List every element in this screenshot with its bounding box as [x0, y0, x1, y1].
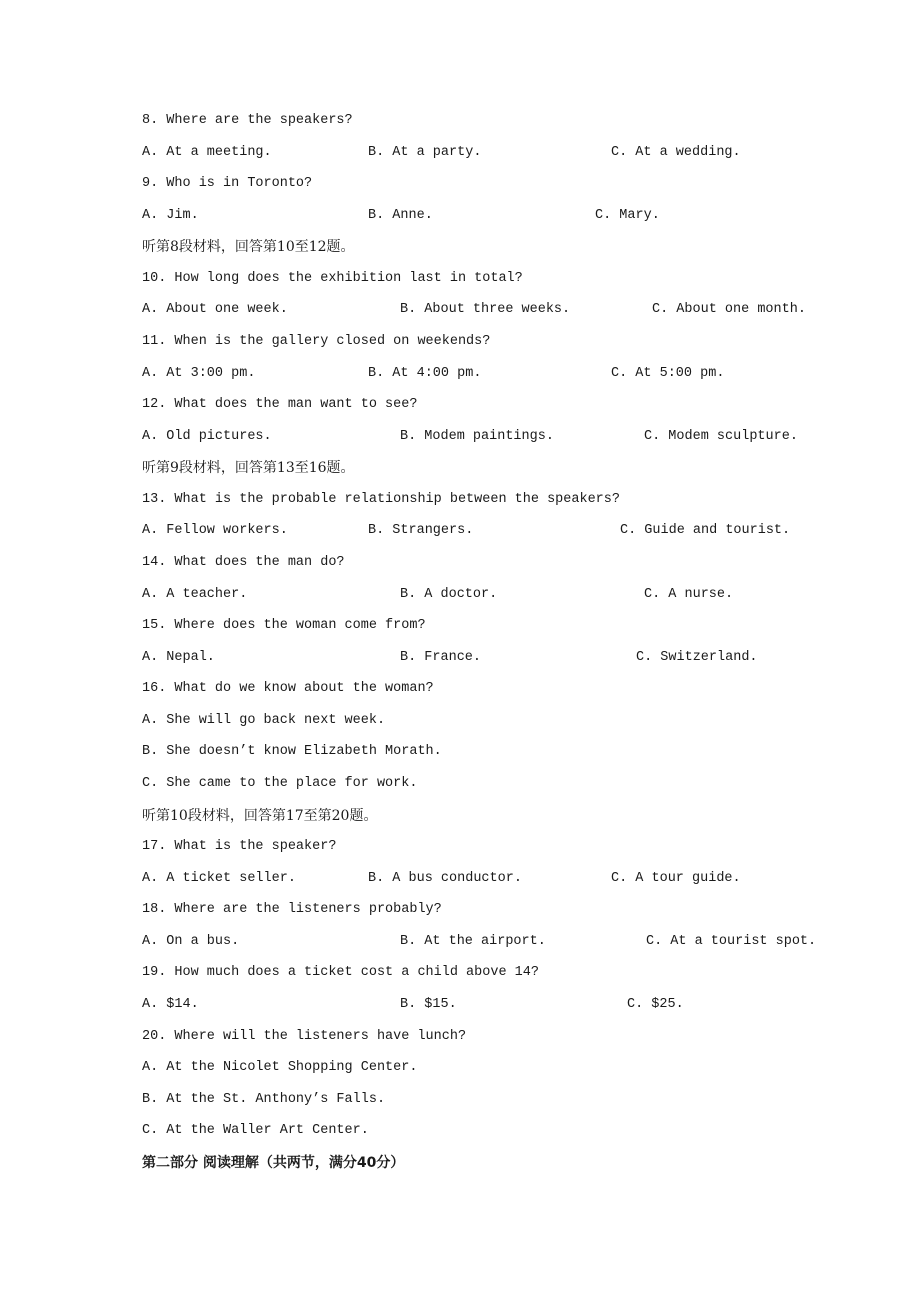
question-text: A. At the Nicolet Shopping Center.	[142, 1060, 418, 1076]
answer-option: C. Switzerland.	[636, 649, 758, 665]
question-text: 14. What does the man do?	[142, 554, 345, 570]
answer-option: C. Mary.	[595, 207, 660, 223]
answer-option: A. Nepal.	[142, 649, 215, 665]
question-text: C. She came to the place for work.	[142, 775, 418, 791]
answer-option: B. At a party.	[368, 144, 482, 160]
question-text: B. She doesn’t know Elizabeth Morath.	[142, 744, 442, 760]
question-text: 13. What is the probable relationship between the speakers?	[142, 491, 620, 507]
question-text: 19. How much does a ticket cost a child above 14?	[142, 965, 539, 981]
part-heading: 第二部分 阅读理解（共两节，满分40分）	[142, 1154, 405, 1171]
answer-option: B. Modem paintings.	[400, 428, 554, 444]
question-text: 11. When is the gallery closed on weekends?	[142, 333, 491, 349]
question-text: B. At the St. Anthony’s Falls.	[142, 1091, 386, 1107]
question-text: 20. Where will the listeners have lunch?	[142, 1028, 467, 1044]
question-text: 17. What is the speaker?	[142, 839, 337, 855]
section-instruction: 听第8段材料，回答第10至12题。	[142, 239, 355, 256]
answer-option: A. About one week.	[142, 302, 288, 318]
answer-option: B. A bus conductor.	[368, 870, 522, 886]
question-text: 9. Who is in Toronto?	[142, 176, 313, 192]
question-text: 12. What does the man want to see?	[142, 397, 418, 413]
answer-option: C. At 5:00 pm.	[611, 365, 725, 381]
question-text: A. She will go back next week.	[142, 712, 386, 728]
answer-option: A. Fellow workers.	[142, 523, 288, 539]
answer-option: B. At the airport.	[400, 933, 546, 949]
answer-option: B. At 4:00 pm.	[368, 365, 482, 381]
answer-option: A. A ticket seller.	[142, 870, 296, 886]
answer-option: C. At a tourist spot.	[646, 933, 817, 949]
answer-option: B. France.	[400, 649, 482, 665]
answer-option: A. Jim.	[142, 207, 199, 223]
answer-option: A. A teacher.	[142, 586, 248, 602]
answer-option: C. $25.	[627, 996, 684, 1012]
section-instruction: 听第9段材料，回答第13至16题。	[142, 460, 355, 477]
question-text: 18. Where are the listeners probably?	[142, 902, 442, 918]
question-text: 10. How long does the exhibition last in total?	[142, 270, 523, 286]
answer-option: A. At a meeting.	[142, 144, 272, 160]
answer-option: C. Modem sculpture.	[644, 428, 798, 444]
answer-option: B. Anne.	[368, 207, 433, 223]
question-text: 16. What do we know about the woman?	[142, 681, 434, 697]
answer-option: A. On a bus.	[142, 933, 240, 949]
answer-option: B. $15.	[400, 996, 457, 1012]
answer-option: B. About three weeks.	[400, 302, 571, 318]
answer-option: C. Guide and tourist.	[620, 523, 791, 539]
answer-option: A. Old pictures.	[142, 428, 272, 444]
section-instruction: 听第10段材料，回答第17至第20题。	[142, 807, 378, 824]
answer-option: C. About one month.	[652, 302, 806, 318]
question-text: 15. Where does the woman come from?	[142, 618, 426, 634]
question-text: 8. Where are the speakers?	[142, 113, 353, 128]
answer-option: A. $14.	[142, 996, 199, 1012]
answer-option: B. Strangers.	[368, 523, 474, 539]
answer-option: C. A nurse.	[644, 586, 734, 602]
answer-option: C. A tour guide.	[611, 870, 741, 886]
answer-option: B. A doctor.	[400, 586, 498, 602]
answer-option: C. At a wedding.	[611, 144, 741, 160]
answer-option: A. At 3:00 pm.	[142, 365, 256, 381]
question-text: C. At the Waller Art Center.	[142, 1123, 369, 1139]
